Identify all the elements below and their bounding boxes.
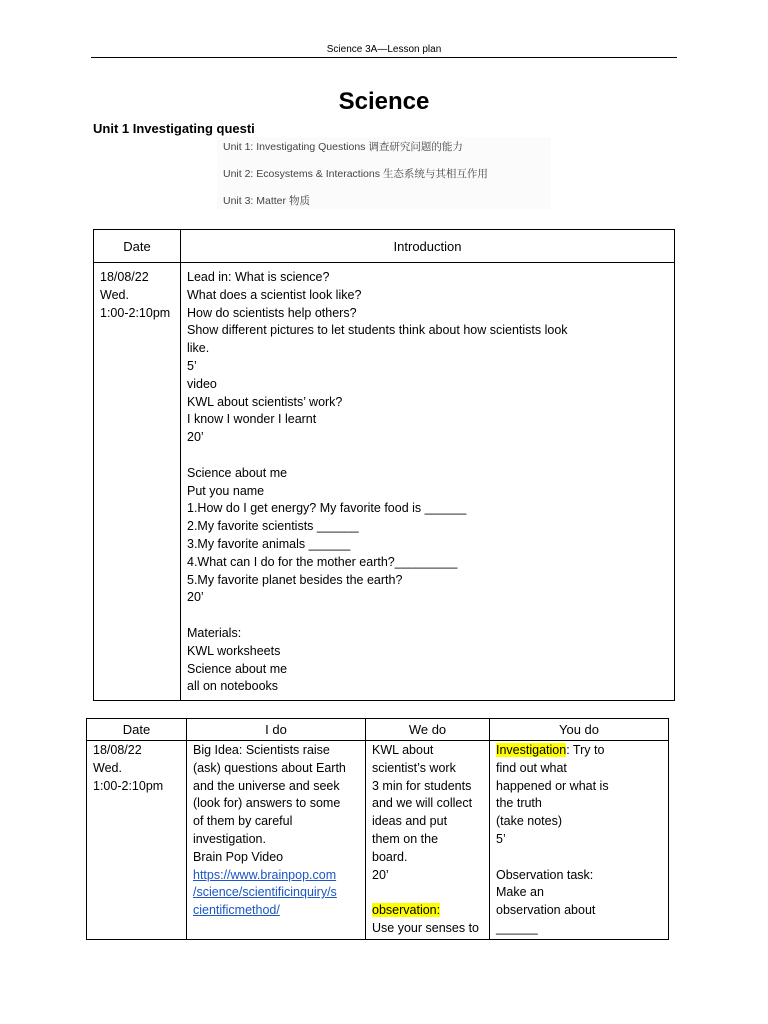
we-do-line	[372, 884, 483, 902]
i-do-line: of them by careful	[193, 814, 293, 829]
link-line[interactable]: /science/scientificinquiry/s	[193, 885, 337, 900]
introduction-line: 1.How do I get energy? My favorite food is ______	[187, 501, 467, 516]
date-line: 18/08/22	[93, 743, 142, 757]
we-do-line: 3 min for students	[372, 778, 472, 793]
introduction-line: all on notebooks	[187, 679, 279, 694]
we-do-line: 20’	[372, 867, 389, 882]
we-do-line: Use your senses to	[372, 920, 479, 935]
introduction-line: like.	[187, 341, 210, 356]
date-cell	[94, 263, 181, 701]
we-do-line: them on the	[372, 831, 439, 846]
table-row	[94, 263, 675, 701]
we-do-line: board.	[372, 849, 408, 864]
i-do-column-header: I do	[187, 719, 366, 741]
table-header-row	[94, 230, 675, 263]
introduction-line: I know I wonder I learnt	[187, 412, 317, 427]
introduction-column-header: Introduction	[181, 230, 675, 263]
introduction-line: 20’	[187, 590, 204, 605]
we-do-line: scientist’s work	[372, 760, 456, 775]
table-header-row	[87, 719, 669, 741]
you-do-cell	[490, 741, 669, 940]
running-header: Science 3A—Lesson plan	[326, 44, 442, 55]
introduction-line: 3.My favorite animals ______	[187, 536, 351, 551]
unit-list-item: Unit 2: Ecosystems & Interactions 生态系统与其相互作用	[223, 168, 488, 180]
introduction-table	[93, 229, 675, 701]
day-line: Wed.	[100, 287, 129, 302]
unit-list-image	[217, 137, 551, 209]
you-do-line: the truth	[496, 796, 542, 811]
brainpop-link[interactable]	[193, 867, 359, 920]
you-do-line: : Try to	[566, 743, 605, 757]
investigation-highlight: Investigation	[496, 743, 567, 757]
introduction-line: KWL about scientists’ work?	[187, 394, 343, 409]
you-do-line: (take notes)	[496, 814, 563, 829]
introduction-line: 5’	[187, 358, 197, 373]
introduction-line: Show different pictures to let students think about how scientists look	[187, 323, 568, 338]
table-row	[87, 741, 669, 940]
introduction-line: Materials:	[187, 625, 242, 640]
introduction-line: 4.What can I do for the mother earth?_________	[187, 554, 458, 569]
date-column-header: Date	[87, 719, 187, 741]
you-do-line: ______	[496, 920, 538, 935]
date-line: 18/08/22	[100, 270, 149, 284]
introduction-line: Put you name	[187, 483, 265, 498]
introduction-line	[187, 447, 668, 465]
lesson-activities-table	[86, 718, 669, 940]
we-do-line: and we will collect	[372, 796, 473, 811]
introduction-line	[187, 607, 668, 625]
you-do-line: observation about	[496, 903, 596, 918]
date-cell	[87, 741, 187, 940]
introduction-line: Science about me	[187, 465, 288, 480]
we-do-column-header: We do	[366, 719, 490, 741]
i-do-line: and the universe and seek	[193, 778, 340, 793]
page-title: Science	[338, 88, 430, 115]
you-do-column-header: You do	[490, 719, 669, 741]
you-do-line: Make an	[496, 885, 544, 900]
introduction-line: Lead in: What is science?	[187, 270, 330, 284]
you-do-line: happened or what is	[496, 778, 609, 793]
introduction-cell	[181, 263, 675, 701]
i-do-line: (ask) questions about Earth	[193, 760, 346, 775]
introduction-line: Science about me	[187, 661, 288, 676]
observation-highlight: observation:	[372, 903, 441, 918]
i-do-line: Big Idea: Scientists raise	[193, 743, 330, 757]
you-do-line: find out what	[496, 760, 567, 775]
introduction-line: 5.My favorite planet besides the earth?	[187, 572, 403, 587]
unit-list-item: Unit 3: Matter 物质	[223, 195, 310, 207]
time-line: 1:00-2:10pm	[100, 305, 171, 320]
i-do-line: (look for) answers to some	[193, 796, 341, 811]
header-divider	[91, 57, 677, 58]
you-do-line: 5’	[496, 831, 506, 846]
day-line: Wed.	[93, 760, 122, 775]
date-column-header: Date	[94, 230, 181, 263]
introduction-line: 2.My favorite scientists ______	[187, 519, 359, 534]
introduction-line: 20’	[187, 430, 204, 445]
you-do-line: Observation task:	[496, 867, 594, 882]
introduction-line: How do scientists help others?	[187, 305, 357, 320]
introduction-line: KWL worksheets	[187, 643, 281, 658]
unit-list-item: Unit 1: Investigating Questions 调查研究问题的能力	[223, 141, 463, 153]
we-do-cell	[366, 741, 490, 940]
unit-heading: Unit 1 Investigating questi	[93, 121, 255, 136]
i-do-line: Brain Pop Video	[193, 849, 284, 864]
link-line[interactable]: https://www.brainpop.com	[193, 867, 337, 882]
introduction-line: What does a scientist look like?	[187, 287, 362, 302]
i-do-line: investigation.	[193, 831, 266, 846]
i-do-cell	[187, 741, 366, 940]
introduction-line: video	[187, 376, 217, 391]
link-line[interactable]: cientificmethod/	[193, 903, 280, 918]
we-do-line: KWL about	[372, 743, 434, 757]
we-do-line: ideas and put	[372, 814, 448, 829]
time-line: 1:00-2:10pm	[93, 778, 164, 793]
you-do-line	[496, 849, 662, 867]
